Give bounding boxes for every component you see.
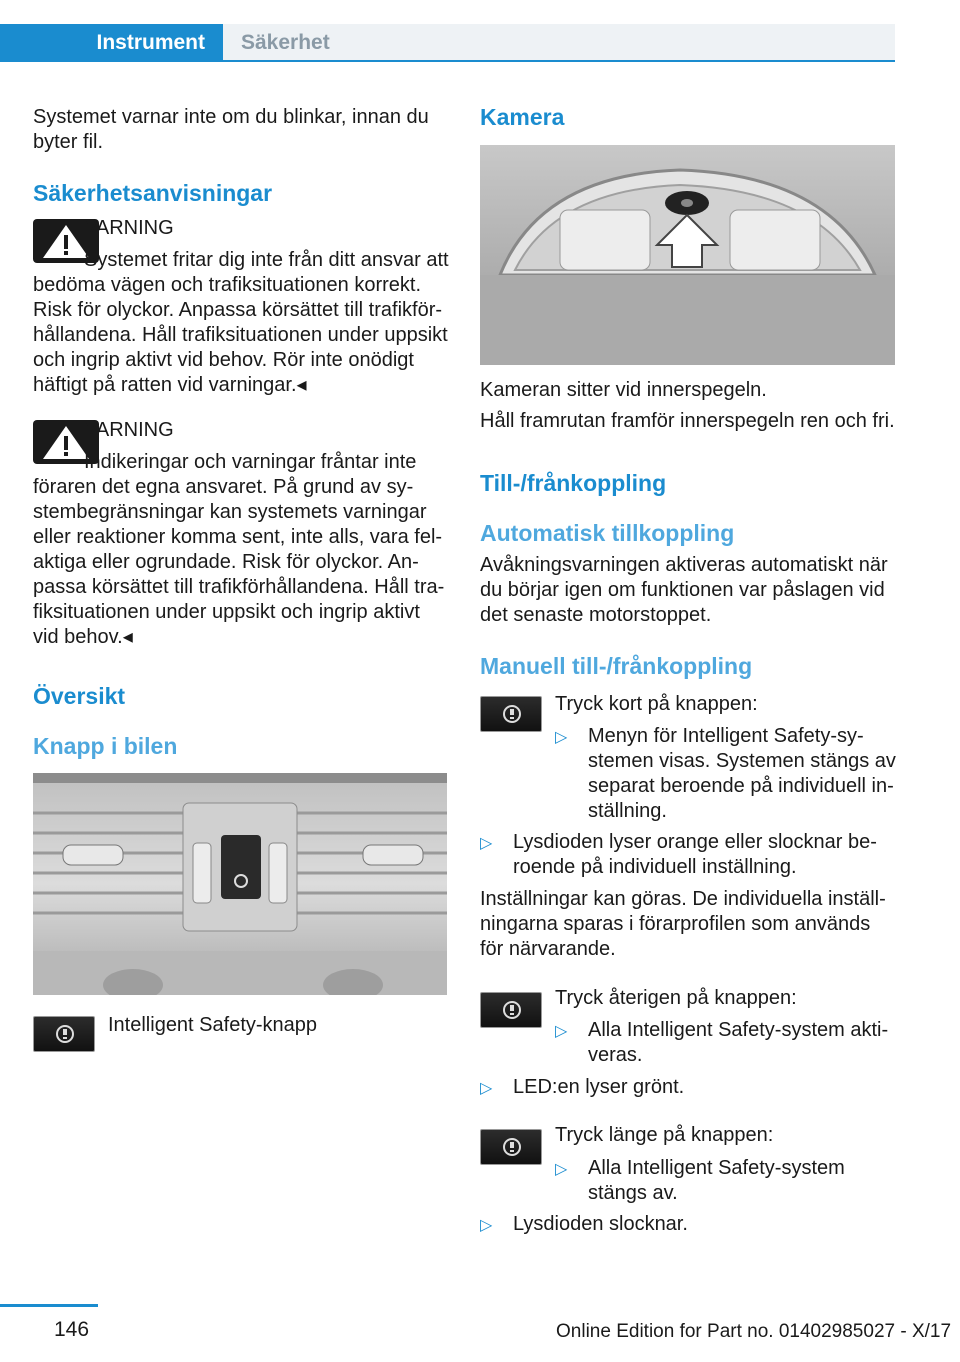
auto-heading: Automatisk tillkoppling: [480, 520, 735, 546]
step1-text: Tryck kort på knappen:: [555, 693, 758, 715]
step2-bullet2: LED:en lyser grönt.: [513, 1076, 685, 1098]
triangle-bullet-icon: ▷: [555, 1023, 568, 1040]
page-number: 146: [54, 1318, 90, 1341]
button-caption: Intelligent Safety-knapp: [108, 1014, 318, 1036]
camera-text2: Håll framrutan framför innerspegeln ren och fri.: [480, 410, 895, 432]
intelligent-safety-button-icon: [480, 696, 542, 732]
step2-bullet: Alla Intelligent Safety-system akti-veras.: [588, 1019, 889, 1066]
step3-bullet: Alla Intelligent Safety-system stängs av.: [588, 1157, 845, 1204]
triangle-bullet-icon: ▷: [480, 1217, 493, 1234]
camera-text1: Kameran sitter vid innerspegeln.: [480, 379, 767, 401]
warning2-line1: Indikeringar och varningar fråntar inte: [84, 451, 417, 473]
button-heading: Knapp i bilen: [33, 733, 178, 759]
step3-text: Tryck länge på knappen:: [555, 1124, 774, 1146]
manual-heading: Manuell till-/frånkoppling: [480, 653, 753, 679]
warning2-text: föraren det egna ansvaret. På grund av sy-stembegränsningar kan systemets varningar eller reaktioner komma sent, inte alls, vara fel-aktiga eller ogrundade. Risk för olyckor. An-passa körsättet till trafikförhållandena. Håll tra-fiksituationen under uppsikt och ingrip aktivt vid behov.◂: [33, 476, 445, 648]
triangle-bullet-icon: ▷: [555, 729, 568, 746]
intro-text: Systemet varnar inte om du blinkar, innan du byter fil.: [33, 106, 429, 153]
warning1-label: VARNING: [84, 217, 174, 239]
camera-heading: Kamera: [480, 104, 565, 130]
warning2-label: VARNING: [84, 419, 174, 441]
tab-instrument[interactable]: Instrument: [0, 24, 223, 62]
intelligent-safety-button-icon: [480, 1129, 542, 1165]
footer-rule: [0, 1304, 98, 1307]
intelligent-safety-button-icon: [33, 1016, 95, 1052]
tab-sakerhet[interactable]: Säkerhet: [223, 24, 895, 62]
triangle-bullet-icon: ▷: [480, 1080, 493, 1097]
tab-underline: [223, 60, 895, 62]
camera-photo: [480, 145, 895, 365]
auto-text: Avåkningsvarningen aktiveras automatiskt när du börjar igen om funktionen var påslagen vid det senaste motorstoppet.: [480, 554, 888, 626]
warning1-line1: Systemet fritar dig inte från ditt ansvar att: [84, 249, 449, 271]
toggle-heading: Till-/frånkoppling: [480, 470, 667, 496]
intelligent-safety-button-icon: [480, 992, 542, 1028]
step3-bullet2: Lysdioden slocknar.: [513, 1213, 688, 1235]
triangle-bullet-icon: ▷: [480, 835, 493, 852]
warning1-text: bedöma vägen och trafiksituationen korrekt. Risk för olyckor. Anpassa körsättet till trafikför-hållandena. Håll trafiksituationen under uppsikt och ingrip aktivt vid behov. Rör inte onödigt häftigt på ratten vid varningar.◂: [33, 274, 448, 396]
step1-bullet2: Lysdioden lyser orange eller slocknar be-roende på individuell inställning.: [513, 831, 877, 878]
settings-text: Inställningar kan göras. De individuella inställ-ningarna sparas i förarprofilen som används för närvarande.: [480, 888, 886, 960]
triangle-bullet-icon: ▷: [555, 1161, 568, 1178]
overview-heading: Översikt: [33, 683, 126, 709]
edition-text: Online Edition for Part no. 01402985027 - X/17: [556, 1321, 952, 1342]
dashboard-button-photo: [33, 773, 447, 995]
step1-bullet: Menyn för Intelligent Safety-sy-stemen visas. Systemen stängs av separat beroende på individuell in-ställning.: [588, 725, 896, 822]
header-tabs: [0, 24, 895, 62]
step2-text: Tryck återigen på knappen:: [555, 987, 797, 1009]
safety-heading: Säkerhetsanvisningar: [33, 180, 273, 206]
